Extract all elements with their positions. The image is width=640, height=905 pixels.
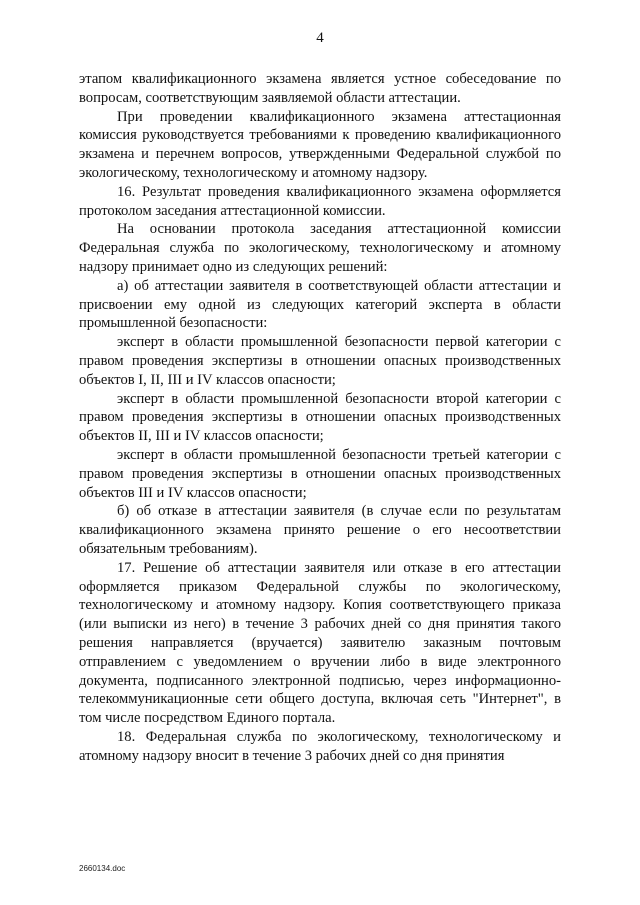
paragraph-category-2: эксперт в области промышленной безопасности второй категории с правом проведения экспертизы в отношении опасных производственных объектов II, III и IV классов опасности;	[79, 390, 561, 445]
paragraph: При проведении квалификационного экзамена аттестационная комиссия руководствуется требованиями к проведению квалификационного экзамена и перечнем вопросов, утвержденными Федеральной службой по экологическому, технологическому и атомному надзору.	[79, 108, 561, 181]
paragraph-item-16: 16. Результат проведения квалификационного экзамена оформляется протоколом заседания аттестационной комиссии.	[79, 183, 561, 219]
document-body	[79, 70, 561, 765]
file-name-footer: 2660134.doc	[79, 864, 126, 873]
paragraph-subitem-b: б) об отказе в аттестации заявителя (в случае если по результатам квалификационного экзамена принято решение о его несоответствии обязательным требованиям).	[79, 503, 561, 557]
paragraph-category-3: эксперт в области промышленной безопасности третьей категории с правом проведения экспертизы в отношении опасных производственных объектов III и IV классов опасности;	[79, 446, 561, 501]
paragraph-category-1: эксперт в области промышленной безопасности первой категории с правом проведения экспертизы в отношении опасных производственных объектов I, II, III и IV классов опасности;	[79, 334, 561, 388]
paragraph-item-18: 18. Федеральная служба по экологическому, технологическому и атомному надзору вносит в течение 3 рабочих дней со дня принятия	[79, 728, 561, 764]
paragraph-continued: этапом квалификационного экзамена является устное собеседование по вопросам, соответствующим заявляемой области аттестации.	[79, 71, 561, 106]
paragraph-subitem-a: а) об аттестации заявителя в соответствующей области аттестации и присвоении ему одной из следующих категорий эксперта в области промышленной безопасности:	[79, 277, 561, 332]
paragraph-item-17: 17. Решение об аттестации заявителя или отказе в его аттестации оформляется приказом Федеральной службы по экологическому, технологическому и атомному надзору. Копия соответствующего приказа (или выписки из него) в течение 3 рабочих дней со дня принятия такого решения направляется (вручается) заявителю заказным почтовым отправлением с уведомлением о вручении либо в виде электронного документа, подписанного электронной подписью, через информационно-телекоммуникационные сети общего доступа, включая сеть "Интернет", в том числе посредством Единого портала.	[79, 559, 561, 727]
paragraph: На основании протокола заседания аттестационной комиссии Федеральная служба по экологическому, технологическому и атомному надзору принимает одно из следующих решений:	[79, 221, 561, 275]
page-number: 4	[316, 30, 324, 46]
